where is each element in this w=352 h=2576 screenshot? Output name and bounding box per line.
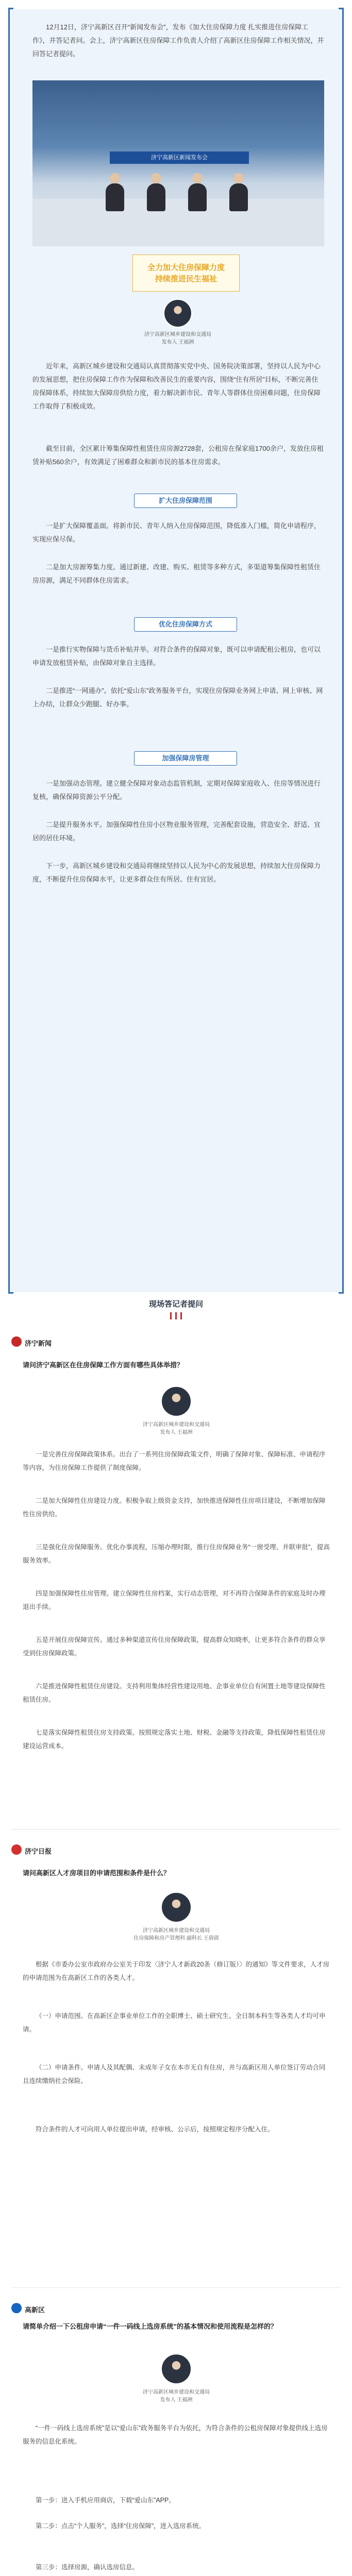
answer-paragraph: 第一步：进入手机应用商店，下载“爱山东”APP。 [36,2497,175,2504]
answer-paragraph: 七是落实保障性租赁住房支持政策。按照规定落实土地、财税、金融等支持政策，降低保障性租赁住房建设运营成本。 [23,1729,326,1750]
speaker-portrait [161,1892,192,1923]
speaker-portrait [163,299,192,328]
title-line-1: 全力加大住房保障力度 [147,263,225,272]
question-text: 请问高新区人才房项目的申请范围和条件是什么？ [23,1869,171,1877]
media-logo-icon [11,1844,22,1855]
question-text: 请简单介绍一下公租房申请“一件一码线上选房系统”的基本情况和使用流程是怎样的？ [23,2323,278,2330]
answer-paragraph: 第二步：点击“个人服务”，选择“住房保障”，进入选房系统。 [36,2522,206,2530]
answer-paragraph: （一）申请范围。在高新区企事业单位工作的全职博士、硕士研究生、全日制本科生等各类人才均可申请。 [23,2012,326,2033]
answer-paragraph: 三是强化住房保障服务。优化办事流程，压缩办理时限，推行住房保障业务“一窗受理、并联审批”，提高服务效率。 [23,1544,330,1564]
qa-section-title: 现场答记者提问 [148,1300,203,1309]
body-paragraph: 近年来，高新区城乡建设和交通局认真贯彻落实党中央、国务院决策部署，坚持以人民为中心的发展思想，把住房保障工作作为保障和改善民生的重要内容，围绕“住有所居”目标，不断完善住房保障体系，持续加大保障房供给力度，着力解决新市民、青年人等群体住房困难问题，住房保障工作取得了积极成效。 [32,362,321,410]
answer-paragraph: 二是加大保障性住房建设力度。积极争取上级资金支持，加快推进保障性住房项目建设，不断增加保障性住房供给。 [23,1497,326,1518]
body-paragraph: 一是加强动态管理。建立健全保障对象动态监管机制，定期对保障家庭收入、住房等情况进行复核，确保保障资源公平分配。 [32,779,321,801]
speaker-portrait [161,2353,192,2384]
body-paragraph: 截至目前，全区累计筹集保障性租赁住房房源2728套，公租房在保家庭1700余户，发放住房租赁补贴560余户，有效满足了困难群众和新市民的基本住房需求。 [32,445,324,466]
intro-paragraph: 12月12日，济宁高新区召开“新闻发布会”，发布《加大住房保障力度 扎实推进住房保障工作》，并答记者问。会上，济宁高新区住房保障工作负责人介绍了高新区住房保障工作相关情况，并回答记者提问。 [32,23,324,58]
speaker-caption: 济宁高新区城乡建设和交通局 发布人 王福洲 [144,332,211,345]
title-decoration [149,1312,203,1319]
body-paragraph: 一是扩大保障覆盖面。将新市民、青年人纳入住房保障范围，降低准入门槛，简化申请程序，实现应保尽保。 [32,522,321,543]
body-paragraph: 二是提升服务水平。加强保障性住房小区物业服务管理，完善配套设施，营造安全、舒适、宜居的居住环境。 [32,821,321,842]
media-name: 济宁新闻 [25,1340,52,1347]
announcement-card [8,9,344,1292]
media-logo-icon [11,1336,22,1347]
answer-paragraph: “一件一码线上选房系统”是以“爱山东”政务服务平台为依托，为符合条件的公租房保障对象提供线上选房服务的信息化系统。 [23,2425,328,2445]
body-paragraph: 二是加大房源筹集力度。通过新建、改建、购买、租赁等多种方式，多渠道筹集保障性租赁住房房源，满足不同群体住房需求。 [32,563,321,584]
media-name: 高新区 [25,2306,45,2314]
subhead-expand-scope: 扩大住房保障范围 [134,494,237,508]
answer-paragraph: 符合条件的人才可向用人单位提出申请，经审核、公示后，按照规定程序分配入住。 [36,2126,274,2133]
answer-paragraph: 五是开展住房保障宣传。通过多种渠道宣传住房保障政策，提高群众知晓率，让更多符合条件的群众享受到住房保障政策。 [23,1636,326,1657]
subhead-strengthen-management: 加强保障房管理 [134,751,237,766]
photo-banner: 济宁高新区新闻发布会 [110,151,249,164]
answer-paragraph: （二）申请条件。申请人及其配偶、未成年子女在本市无自有住房，并与高新区用人单位签订劳动合同且连续缴纳社会保险。 [23,2064,326,2084]
press-conference-photo [32,80,324,246]
body-paragraph: 下一步，高新区城乡建设和交通局将继续坚持以人民为中心的发展思想，持续加大住房保障力度，不断提升住房保障水平，让更多群众住有所居、住有宜居。 [32,862,321,883]
body-paragraph: 一是推行实物保障与货币补贴并举。对符合条件的保障对象，既可以申请配租公租房，也可以申请发放租赁补贴，由保障对象自主选择。 [32,646,321,667]
answer-paragraph: 第三步：选择房源，确认选房信息。 [36,2564,139,2571]
section-title-box [132,255,240,292]
question-text: 请问济宁高新区在住房保障工作方面有哪些具体举措？ [23,1361,184,1369]
speaker-caption: 济宁高新区城乡建设和交通局 住房保障和房产管理科 副科长 王倩倩 [133,1928,219,1941]
media-name: 济宁日报 [25,1848,52,1855]
answer-paragraph: 根据《市委办公室市政府办公室关于印发〈济宁人才新政20条（修订版）〉的通知》等文件要求，人才房的申请范围为在高新区工作的各类人才。 [23,1961,330,1981]
answer-paragraph: 一是完善住房保障政策体系。出台了一系列住房保障政策文件，明确了保障对象、保障标准、申请程序等内容，为住房保障工作提供了制度保障。 [23,1451,326,1471]
speaker-caption: 济宁高新区城乡建设和交通局 发布人 王福洲 [143,2389,210,2403]
media-logo-icon [11,2303,22,2313]
section-divider [11,2287,341,2288]
speaker-portrait [161,1386,192,1417]
title-line-2: 持续推进民生福祉 [155,275,217,283]
body-paragraph: 二是推进“一网通办”。依托“爱山东”政务服务平台，实现住房保障业务网上申请、网上审核、网上办结，让群众少跑腿、好办事。 [32,687,323,708]
speaker-caption: 济宁高新区城乡建设和交通局 发布人 王福洲 [143,1422,210,1435]
answer-paragraph: 六是推进保障性租赁住房建设。支持利用集体经营性建设用地、企事业单位自有闲置土地等建设保障性租赁住房。 [23,1683,326,1703]
answer-paragraph: 四是加强保障性住房管理。建立保障性住房档案，实行动态管理，对不再符合保障条件的家庭及时办理退出手续。 [23,1590,326,1611]
subhead-optimize-method: 优化住房保障方式 [134,617,237,632]
